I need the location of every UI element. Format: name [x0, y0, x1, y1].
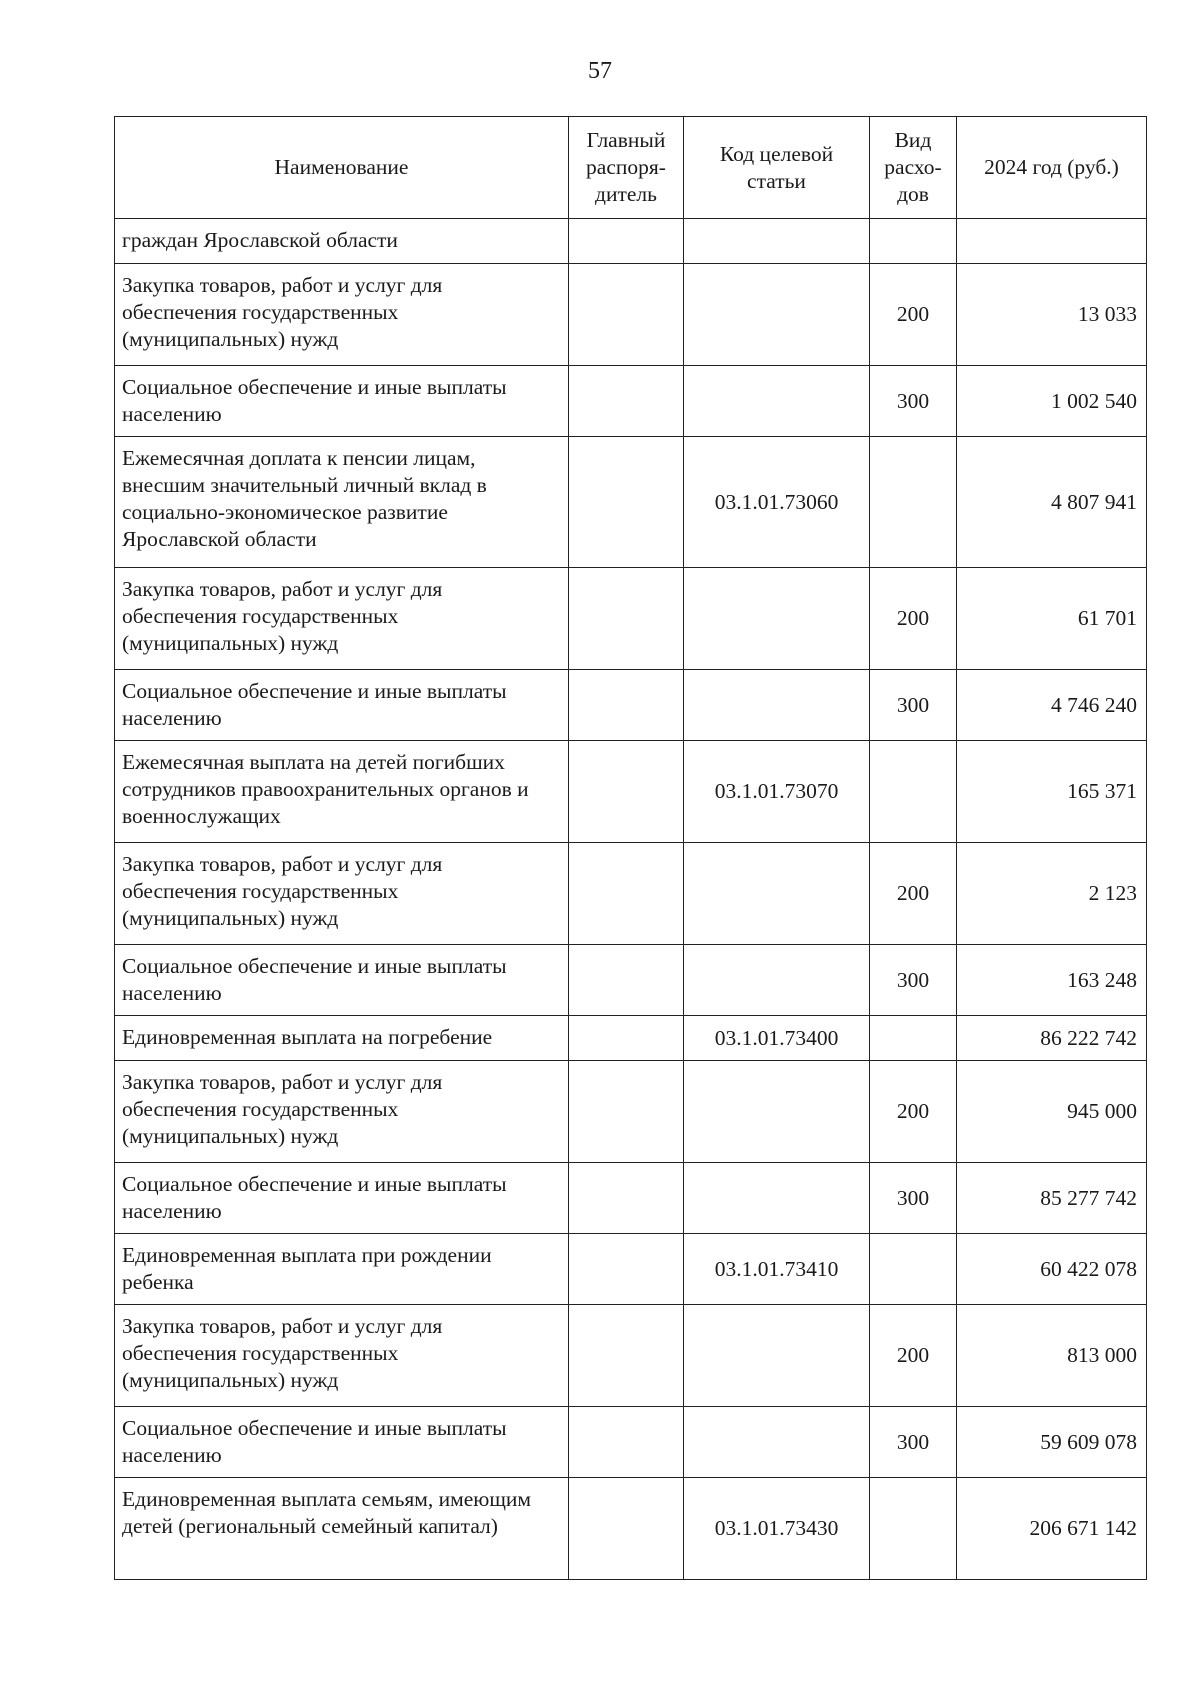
gr-cell — [569, 1478, 684, 1580]
amount-cell: 85 277 742 — [957, 1163, 1147, 1234]
name-cell: Закупка товаров, работ и услуг для обеспечения государственных (муниципальных) нужд — [115, 568, 569, 670]
table-row — [115, 1305, 1147, 1407]
gr-cell — [569, 219, 684, 264]
name-cell: Единовременная выплата при рождении ребенка — [115, 1234, 569, 1305]
code-cell — [684, 670, 870, 741]
code-cell: 03.1.01.73400 — [684, 1016, 870, 1061]
gr-cell — [569, 843, 684, 945]
code-cell — [684, 1407, 870, 1478]
table-row — [115, 437, 1147, 568]
header-code: Код целевой статьи — [684, 117, 870, 219]
name-cell: Социальное обеспечение и иные выплаты населению — [115, 1407, 569, 1478]
gr-cell — [569, 1234, 684, 1305]
name-cell: Закупка товаров, работ и услуг для обеспечения государственных (муниципальных) нужд — [115, 264, 569, 366]
table-row — [115, 1016, 1147, 1061]
amount-cell: 813 000 — [957, 1305, 1147, 1407]
table-row — [115, 219, 1147, 264]
table-row — [115, 366, 1147, 437]
table-row — [115, 945, 1147, 1016]
amount-cell: 206 671 142 — [957, 1478, 1147, 1580]
name-cell: граждан Ярославской области — [115, 219, 569, 264]
name-cell: Ежемесячная доплата к пенсии лицам, внесшим значительный личный вклад в социально-экономическое развитие Ярославской области — [115, 437, 569, 568]
kind-cell: 300 — [870, 1163, 957, 1234]
amount-cell: 945 000 — [957, 1061, 1147, 1163]
kind-cell: 200 — [870, 1305, 957, 1407]
gr-cell — [569, 741, 684, 843]
table-row — [115, 843, 1147, 945]
table-row — [115, 1061, 1147, 1163]
amount-cell: 165 371 — [957, 741, 1147, 843]
code-cell — [684, 945, 870, 1016]
gr-cell — [569, 437, 684, 568]
kind-cell: 200 — [870, 568, 957, 670]
code-cell: 03.1.01.73410 — [684, 1234, 870, 1305]
header-gr: Главный распоря-дитель — [569, 117, 684, 219]
gr-cell — [569, 945, 684, 1016]
name-cell: Закупка товаров, работ и услуг для обеспечения государственных (муниципальных) нужд — [115, 843, 569, 945]
kind-cell — [870, 1234, 957, 1305]
header-kind: Вид расхо-дов — [870, 117, 957, 219]
kind-cell — [870, 219, 957, 264]
code-cell — [684, 843, 870, 945]
amount-cell: 59 609 078 — [957, 1407, 1147, 1478]
gr-cell — [569, 366, 684, 437]
name-cell: Социальное обеспечение и иные выплаты населению — [115, 1163, 569, 1234]
amount-cell: 163 248 — [957, 945, 1147, 1016]
name-cell: Закупка товаров, работ и услуг для обеспечения государственных (муниципальных) нужд — [115, 1305, 569, 1407]
amount-cell: 61 701 — [957, 568, 1147, 670]
name-cell: Социальное обеспечение и иные выплаты населению — [115, 945, 569, 1016]
budget-table — [114, 116, 1147, 1580]
kind-cell: 200 — [870, 264, 957, 366]
code-cell — [684, 568, 870, 670]
table-row — [115, 1407, 1147, 1478]
kind-cell — [870, 437, 957, 568]
amount-cell: 4 807 941 — [957, 437, 1147, 568]
amount-cell: 86 222 742 — [957, 1016, 1147, 1061]
amount-cell: 13 033 — [957, 264, 1147, 366]
code-cell: 03.1.01.73060 — [684, 437, 870, 568]
amount-cell: 1 002 540 — [957, 366, 1147, 437]
gr-cell — [569, 1061, 684, 1163]
kind-cell: 300 — [870, 945, 957, 1016]
gr-cell — [569, 1016, 684, 1061]
gr-cell — [569, 1163, 684, 1234]
code-cell — [684, 1163, 870, 1234]
kind-cell: 300 — [870, 1407, 957, 1478]
code-cell — [684, 1305, 870, 1407]
kind-cell — [870, 1016, 957, 1061]
kind-cell: 300 — [870, 670, 957, 741]
amount-cell: 4 746 240 — [957, 670, 1147, 741]
table-row — [115, 670, 1147, 741]
code-cell — [684, 1061, 870, 1163]
kind-cell: 200 — [870, 843, 957, 945]
page-number: 57 — [588, 58, 612, 84]
code-cell: 03.1.01.73430 — [684, 1478, 870, 1580]
kind-cell: 300 — [870, 366, 957, 437]
amount-cell: 60 422 078 — [957, 1234, 1147, 1305]
header-name: Наименование — [115, 117, 569, 219]
code-cell — [684, 219, 870, 264]
kind-cell: 200 — [870, 1061, 957, 1163]
code-cell — [684, 264, 870, 366]
table-row — [115, 264, 1147, 366]
code-cell — [684, 366, 870, 437]
name-cell: Социальное обеспечение и иные выплаты населению — [115, 366, 569, 437]
gr-cell — [569, 264, 684, 366]
gr-cell — [569, 568, 684, 670]
name-cell: Закупка товаров, работ и услуг для обеспечения государственных (муниципальных) нужд — [115, 1061, 569, 1163]
amount-cell — [957, 219, 1147, 264]
table-row — [115, 1478, 1147, 1580]
amount-cell: 2 123 — [957, 843, 1147, 945]
name-cell: Единовременная выплата семьям, имеющим детей (региональный семейный капитал) — [115, 1478, 569, 1580]
table-header-row — [115, 117, 1147, 219]
name-cell: Единовременная выплата на погребение — [115, 1016, 569, 1061]
table-row — [115, 741, 1147, 843]
gr-cell — [569, 1305, 684, 1407]
table-row — [115, 1234, 1147, 1305]
kind-cell — [870, 1478, 957, 1580]
gr-cell — [569, 1407, 684, 1478]
name-cell: Социальное обеспечение и иные выплаты населению — [115, 670, 569, 741]
name-cell: Ежемесячная выплата на детей погибших сотрудников правоохранительных органов и военнослужащих — [115, 741, 569, 843]
code-cell: 03.1.01.73070 — [684, 741, 870, 843]
gr-cell — [569, 670, 684, 741]
table-row — [115, 1163, 1147, 1234]
table-row — [115, 568, 1147, 670]
kind-cell — [870, 741, 957, 843]
header-amount: 2024 год (руб.) — [957, 117, 1147, 219]
